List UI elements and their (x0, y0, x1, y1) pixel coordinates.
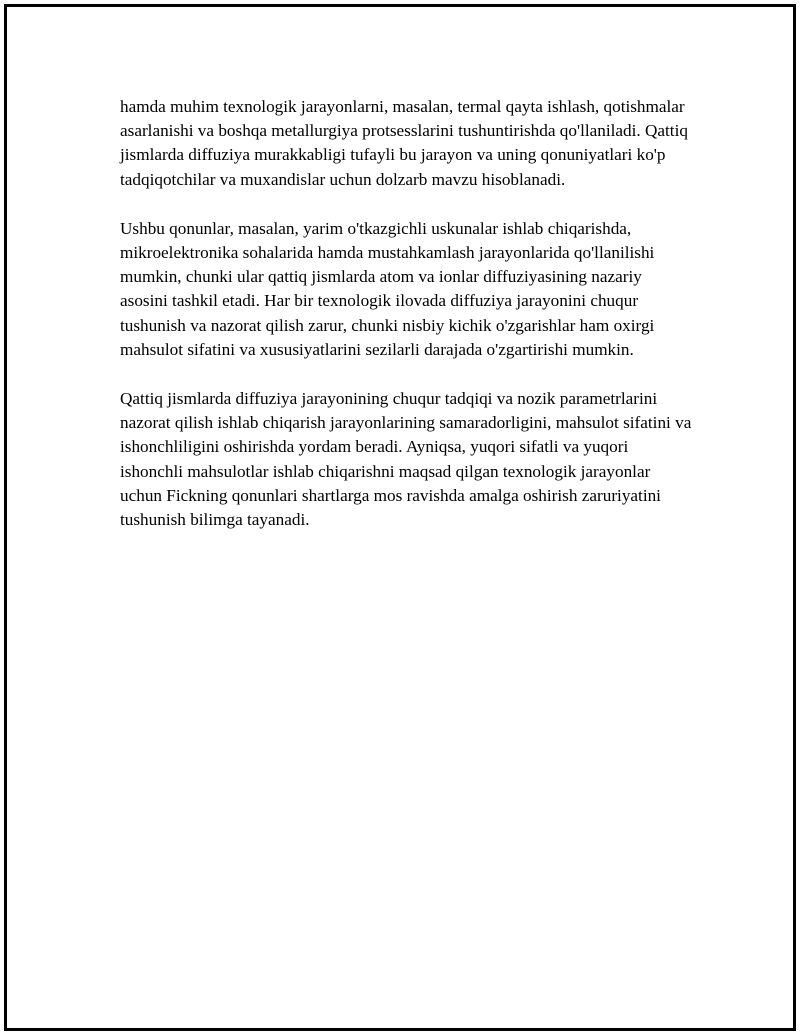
document-page (4, 4, 796, 1031)
paragraph-3: Qattiq jismlarda diffuziya jarayonining chuqur tadqiqi va nozik parametrlarini nazorat qilish ishlab chiqarish jarayonlarining samaradorligini, mahsulot sifatini va ishonchliligini oshirishda yordam beradi. Ayniqsa, yuqori sifatli va yuqori ishonchli mahsulotlar ishlab chiqarishni maqsad qilgan texnologik jarayonlar uchun Fickning qonunlari shartlarga mos ravishda amalga oshirish zaruriyatini tushunish bilimga tayanadi. (120, 389, 692, 530)
document-body (120, 95, 692, 557)
paragraph-1: hamda muhim texnologik jarayonlarni, masalan, termal qayta ishlash, qotishmalar asarlanishi va boshqa metallurgiya protsesslarini tushuntirishda qo'llaniladi. Qattiq jismlarda diffuziya murakkabligi tufayli bu jarayon va uning qonuniyatlari ko'p tadqiqotchilar va muxandislar uchun dolzarb mavzu hisoblanadi. (120, 97, 688, 189)
paragraph-2: Ushbu qonunlar, masalan, yarim o'tkazgichli uskunalar ishlab chiqarishda, mikroelektronika sohalarida hamda mustahkamlash jarayonlarida qo'llanilishi mumkin, chunki ular qattiq jismlarda atom va ionlar diffuziyasining nazariy asosini tashkil etadi. Har bir texnologik ilovada diffuziya jarayonini chuqur tushunish va nazorat qilish zarur, chunki nisbiy kichik o'zgarishlar ham oxirgi mahsulot sifatini va xususiyatlarini sezilarli darajada o'zgartirishi mumkin. (120, 218, 655, 359)
